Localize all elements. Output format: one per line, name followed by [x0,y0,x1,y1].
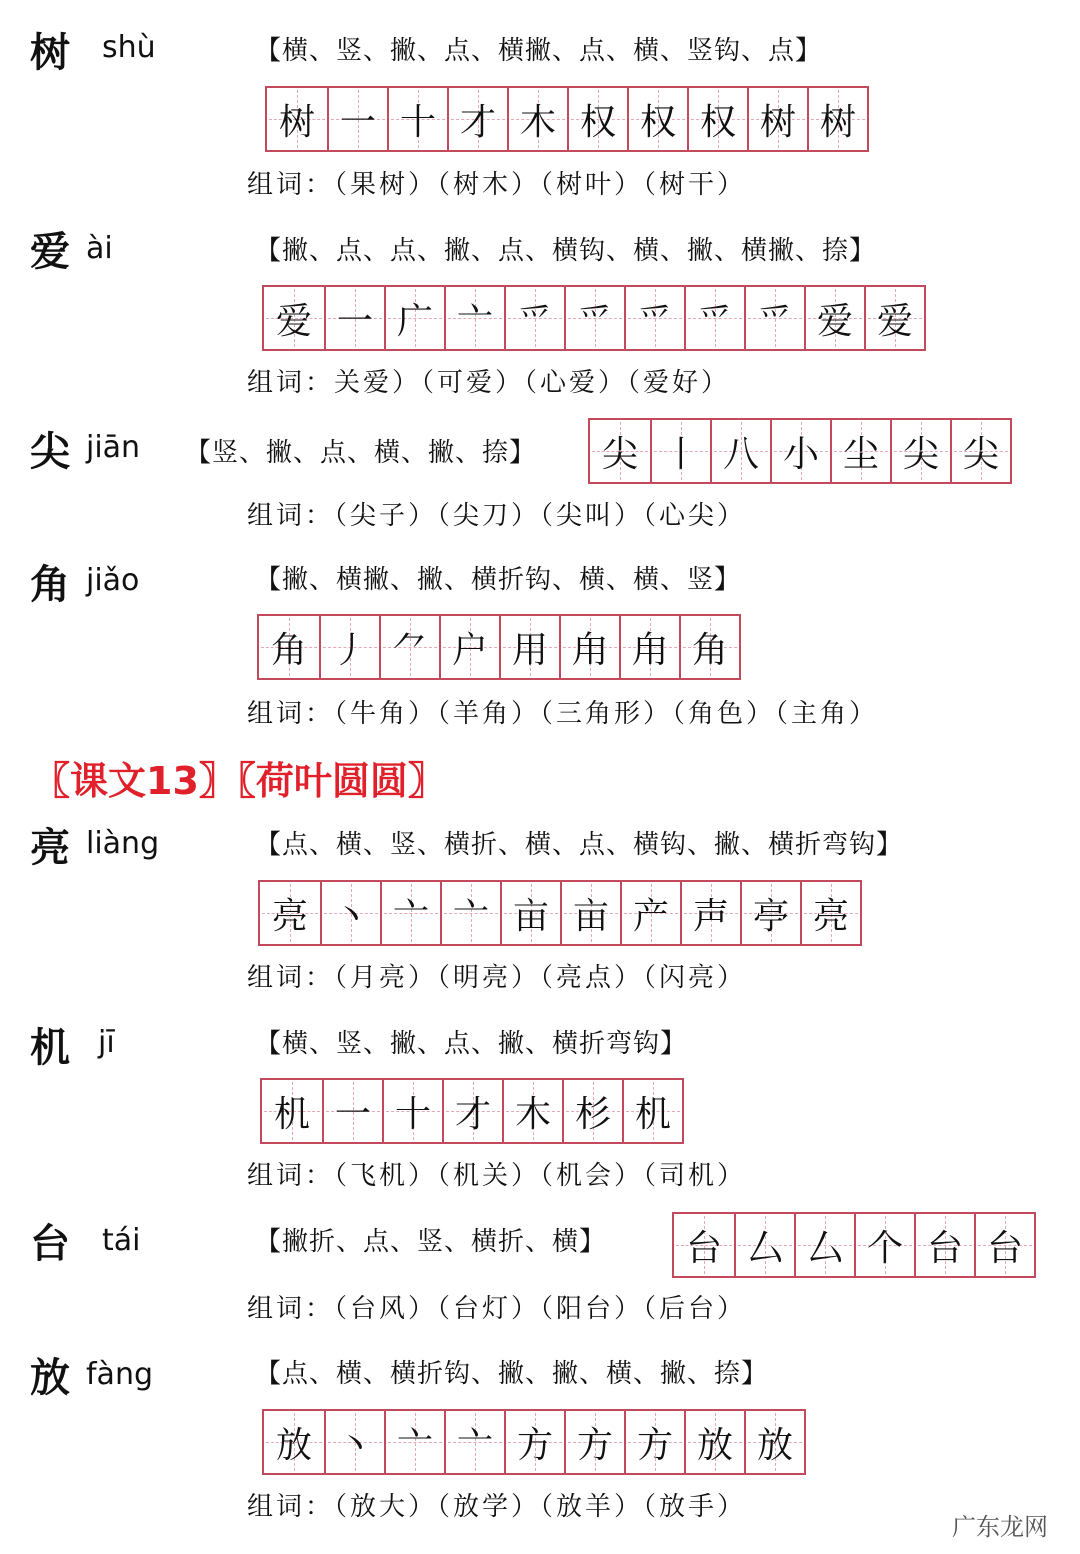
stroke-cell-glyph: 亠 [452,895,489,937]
stroke-cell [504,287,564,349]
word-list-ji: 组词：（飞机）（机关）（机会）（司机） [247,1161,747,1191]
pinyin-liang: liàng [86,826,160,861]
stroke-cell [507,88,567,150]
stroke-cell [259,616,319,678]
stroke-cell-glyph: 一 [339,101,376,143]
stroke-cell [679,616,739,678]
stroke-cell [684,1411,744,1473]
stroke-cell-glyph: 十 [399,101,436,143]
stroke-cell-glyph: 放 [696,1424,733,1466]
stroke-cell [624,1411,684,1473]
stroke-cell-glyph: 亮 [271,895,308,937]
stroke-cell [444,1411,504,1473]
stroke-cell-glyph: 机 [273,1093,310,1135]
stroke-cell [747,88,807,150]
stroke-cell-glyph: 丶 [336,1424,373,1466]
stroke-cell-glyph: 产 [632,895,669,937]
pinyin-ai: ài [86,231,113,266]
stroke-cell [564,1411,624,1473]
stroke-order-fang: 【点、横、横折钩、撇、撇、横、撇、捺】 [255,1359,769,1389]
stroke-cell-glyph: 权 [579,101,616,143]
stroke-cell [890,420,950,482]
stroke-cell [439,616,499,678]
character-liang: 亮 [30,825,70,871]
stroke-cell-glyph: 爫 [696,300,733,342]
stroke-cell [324,1411,384,1473]
stroke-cell-glyph: 方 [636,1424,673,1466]
stroke-cell [710,420,770,482]
stroke-cell-glyph: 丶 [332,895,369,937]
stroke-cell [264,287,324,349]
lesson-header: 〖课文13〗〖荷叶圆圆〗 [32,759,446,803]
stroke-cell-glyph: 声 [692,895,729,937]
stroke-order-jian: 【竖、撇、点、横、撇、捺】 [185,438,537,468]
stroke-cell-glyph: ⺈ [391,629,428,671]
word-list-jiao: 组词：（牛角）（羊角）（三角形）（角色）（主角） [247,699,879,729]
stroke-cell [830,420,890,482]
stroke-cell-glyph: 爱 [275,300,312,342]
stroke-order-liang: 【点、横、竖、横折、横、点、横钩、撇、横折弯钩】 [255,830,904,860]
stroke-cell [734,1214,794,1276]
stroke-cell-glyph: 亩 [512,895,549,937]
stroke-grid-tai [672,1212,1036,1278]
stroke-grid-liang [258,880,862,946]
stroke-cell [442,1080,502,1142]
stroke-cell [619,616,679,678]
stroke-grid-shu [265,86,869,152]
stroke-cell-glyph: 尖 [902,433,939,475]
stroke-cell-glyph: 爱 [876,300,913,342]
stroke-cell [807,88,867,150]
stroke-cell [627,88,687,150]
stroke-cell [914,1214,974,1276]
stroke-cell-glyph: 方 [576,1424,613,1466]
stroke-cell-glyph: 用 [511,629,548,671]
stroke-cell [854,1214,914,1276]
stroke-cell-glyph: 台 [926,1227,963,1269]
stroke-cell [974,1214,1034,1276]
stroke-cell-glyph: 杉 [574,1093,611,1135]
stroke-cell [387,88,447,150]
stroke-cell-glyph: 角 [270,629,307,671]
stroke-order-shu: 【横、竖、撇、点、横撇、点、横、竖钩、点】 [255,36,823,66]
stroke-cell-glyph: 甪 [571,629,608,671]
stroke-cell-glyph: 亠 [392,895,429,937]
stroke-cell-glyph: 才 [459,101,496,143]
stroke-cell-glyph: 亭 [752,895,789,937]
stroke-cell [622,1080,682,1142]
stroke-cell [687,88,747,150]
stroke-grid-jian [588,418,1012,484]
pinyin-jian: jiān [86,430,141,465]
stroke-cell-glyph: 方 [516,1424,553,1466]
stroke-cell-glyph: 个 [866,1227,903,1269]
stroke-cell [319,616,379,678]
stroke-cell-glyph: 爫 [636,300,673,342]
pinyin-shu: shù [102,30,156,65]
stroke-cell [770,420,830,482]
stroke-cell-glyph: 厶 [806,1227,843,1269]
character-jian: 尖 [30,429,70,475]
stroke-cell [322,1080,382,1142]
stroke-cell [744,287,804,349]
stroke-order-tai: 【撇折、点、竖、横折、横】 [255,1227,607,1257]
stroke-cell-glyph: 台 [986,1227,1023,1269]
stroke-cell-glyph: 木 [519,101,556,143]
stroke-cell-glyph: 尖 [962,433,999,475]
stroke-cell-glyph: 爫 [756,300,793,342]
stroke-cell [500,882,560,944]
stroke-order-jiao: 【撇、横撇、撇、横折钩、横、横、竖】 [255,565,742,595]
character-jiao: 角 [30,562,70,608]
stroke-cell [794,1214,854,1276]
stroke-cell-glyph: 放 [275,1424,312,1466]
stroke-cell-glyph: 爱 [816,300,853,342]
stroke-order-ai: 【撇、点、点、撇、点、横钩、横、撇、横撇、捺】 [255,236,877,266]
stroke-cell [674,1214,734,1276]
pinyin-jiao: jiǎo [86,563,140,598]
word-list-jian: 组词：（尖子）（尖刀）（尖叫）（心尖） [247,501,747,531]
stroke-cell [447,88,507,150]
character-fang: 放 [30,1355,70,1401]
stroke-cell [264,1411,324,1473]
pinyin-ji: jī [98,1025,115,1060]
stroke-cell [327,88,387,150]
stroke-cell [380,882,440,944]
stroke-cell [382,1080,442,1142]
stroke-cell-glyph: 广 [396,300,433,342]
stroke-cell [620,882,680,944]
stroke-cell [560,882,620,944]
stroke-cell-glyph: 树 [759,101,796,143]
stroke-cell-glyph: 亠 [396,1424,433,1466]
stroke-order-ji: 【横、竖、撇、点、撇、横折弯钩】 [255,1029,688,1059]
stroke-cell-glyph: 树 [819,101,856,143]
stroke-cell [444,287,504,349]
stroke-cell [440,882,500,944]
word-list-liang: 组词：（月亮）（明亮）（亮点）（闪亮） [247,963,747,993]
stroke-cell-glyph: 一 [334,1093,371,1135]
stroke-cell [320,882,380,944]
word-list-shu: 组词：（果树）（树木）（树叶）（树干） [247,170,747,200]
stroke-cell-glyph: 厶 [746,1227,783,1269]
character-shu: 树 [30,30,70,76]
character-ji: 机 [30,1025,70,1071]
stroke-cell-glyph: 权 [699,101,736,143]
stroke-cell-glyph: 角 [691,629,728,671]
stroke-cell [864,287,924,349]
stroke-cell [562,1080,622,1142]
stroke-cell [504,1411,564,1473]
pinyin-fang: fàng [86,1357,154,1392]
stroke-cell [559,616,619,678]
stroke-cell [384,287,444,349]
stroke-cell [260,882,320,944]
stroke-cell-glyph: 户 [451,629,488,671]
stroke-cell-glyph: 一 [336,300,373,342]
stroke-cell [502,1080,562,1142]
stroke-cell-glyph: 尖 [601,433,638,475]
stroke-cell [800,882,860,944]
stroke-cell-glyph: 小 [782,433,819,475]
word-list-ai: 组词：关爱）（可爱）（心爱）（爱好） [247,368,731,398]
stroke-cell-glyph: 台 [685,1227,722,1269]
stroke-cell [590,420,650,482]
pinyin-tai: tái [102,1223,141,1258]
stroke-cell-glyph: 权 [639,101,676,143]
stroke-cell [624,287,684,349]
stroke-cell-glyph: 丨 [662,433,699,475]
character-tai: 台 [30,1221,70,1267]
word-list-fang: 组词：（放大）（放学）（放羊）（放手） [247,1492,747,1522]
stroke-cell-glyph: 亩 [572,895,609,937]
stroke-cell-glyph: 亠 [456,1424,493,1466]
word-list-tai: 组词：（台风）（台灯）（阳台）（后台） [247,1294,747,1324]
stroke-grid-ji [260,1078,684,1144]
stroke-cell-glyph: 才 [454,1093,491,1135]
stroke-cell [267,88,327,150]
stroke-cell [740,882,800,944]
stroke-cell-glyph: 尘 [842,433,879,475]
stroke-cell-glyph: 丿 [331,629,368,671]
stroke-cell-glyph: 机 [634,1093,671,1135]
stroke-cell [804,287,864,349]
stroke-cell [379,616,439,678]
stroke-grid-fang [262,1409,806,1475]
stroke-cell-glyph: 爫 [576,300,613,342]
stroke-grid-ai [262,285,926,351]
stroke-cell [499,616,559,678]
stroke-cell-glyph: 八 [722,433,759,475]
stroke-grid-jiao [257,614,741,680]
stroke-cell-glyph: 亮 [812,895,849,937]
watermark-logo: 广东龙网 [952,1513,1048,1541]
stroke-cell-glyph: 亠 [456,300,493,342]
stroke-cell-glyph: 放 [756,1424,793,1466]
character-ai: 爱 [30,229,70,275]
stroke-cell-glyph: 甪 [631,629,668,671]
stroke-cell [744,1411,804,1473]
stroke-cell [680,882,740,944]
stroke-cell [262,1080,322,1142]
stroke-cell [650,420,710,482]
stroke-cell [567,88,627,150]
stroke-cell [950,420,1010,482]
stroke-cell [324,287,384,349]
stroke-cell-glyph: 十 [394,1093,431,1135]
stroke-cell [684,287,744,349]
stroke-cell-glyph: 木 [514,1093,551,1135]
stroke-cell [384,1411,444,1473]
stroke-cell [564,287,624,349]
stroke-cell-glyph: 树 [278,101,315,143]
stroke-cell-glyph: 爫 [516,300,553,342]
